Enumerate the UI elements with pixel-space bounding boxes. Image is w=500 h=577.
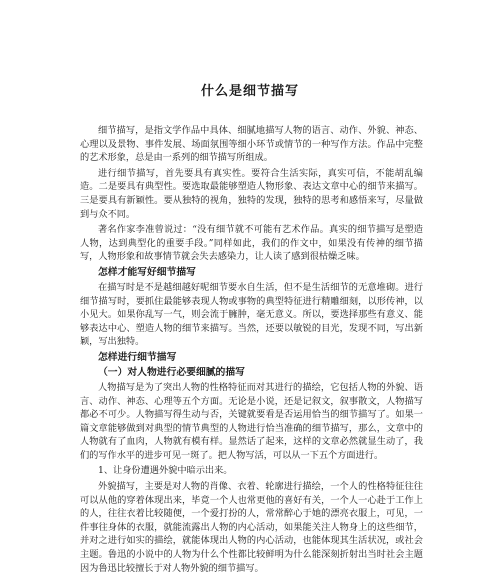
- page-title: 什么是细节描写: [200, 84, 299, 99]
- paragraph-character-description: 人物描写是为了突出人物的性格特征而对其进行的描绘，它包括人物的外貌、语言、动作、神态、心理等五个方面。无论是小说，还是记叙文，叙事散文，人物描写都必不可少。人物描写得生动与否，关键就要看是否运用恰当的细节描写了。如果一篇文章能够做到对典型的情节典型的人物进行恰当准确的细节描写，那么，文章中的人物就有了血肉，人物就有模有样。显然话了起来，这样的文章必然就显生动了，我们的写作水平的进步可见一斑了。把人物写活，可以从一下五个方面进行。: [80, 381, 423, 461]
- section-heading-how-well: 怎样才能写好细节描写: [98, 266, 196, 278]
- paragraph-not-too-detailed: 在描写时是不是越细越好呢细节要水自生活，但不是生活细节的无意堆砌。进行细节描写时，要抓住最能够表现人物或事物的典型特征进行精雕细刻，以形传神，以小见大。如果你乱写一气，则会流于臃肿，毫无意义。所以，要选择那些有意义、能够表达中心、塑造人物的细节来描写。当然，还要以敏锐的目光，发现不同，写出新颖，写出独特。: [80, 281, 423, 348]
- subsection-heading-character: （一）对人物进行必要细腻的描写: [98, 366, 245, 378]
- paragraph-requirements: 进行细节描写，首先要具有真实性。要符合生活实际，真实可信，不能胡乱编造。二是要具有典型性。要选取最能够塑造人物形象、表达文章中心的细节来描写。三是要具有新颖性。要从独特的视角，独特的发现，独特的思考和感悟来写，尽量做到与众不同。: [80, 167, 423, 220]
- article-body: [80, 124, 423, 577]
- paragraph-definition: 细节描写，是指文学作品中具体、细腻地描写人物的语言、动作、外貌、神态、心理以及景物、事件发展、场面氛围等细小环节或情节的一种写作方法。作品中完整的艺术形象，总是由一系列的细节描写所组成。: [80, 125, 423, 164]
- section-heading-how-to: 怎样进行细节描写: [98, 351, 177, 363]
- paragraph-list-item-1: 1、让身份遭遇外貌中暗示出来。: [98, 465, 233, 477]
- paragraph-appearance: 外貌描写，主要是对人物的肖像、衣着、轮廓进行描绘，一个人的性格特征往往可以从他的穿着体现出来，毕竟一个人也常更他的喜好有关，一个人一心赴于工作上的人，往往衣着比较随便，一个爱打扮的人，常常醉心于她的漂亮衣服上，可见，一件事往身体的衣服，就能流露出人物的内心活动，如果能关注人物身上的这些细节，并对之进行如实的描绘，就能体现出人物的内心活动，也能体现其生活状况，或社会主题。鲁迅的小说中的人物为什么个性都比较鲜明为什么能深刻折射出当时社会主题因为鲁迅比较擅长于对人物外貌的细节描写。: [80, 481, 423, 574]
- paragraph-quote: 著名作家李准曾说过：“没有细节就不可能有艺术作品。真实的细节描写是塑造人物，达到典型化的重要手段。”同样如此，我们的作文中，如果没有传神的细节描写，人物形象和故事情节就会失去感染力，让人读了感到很枯燥乏味。: [80, 224, 423, 263]
